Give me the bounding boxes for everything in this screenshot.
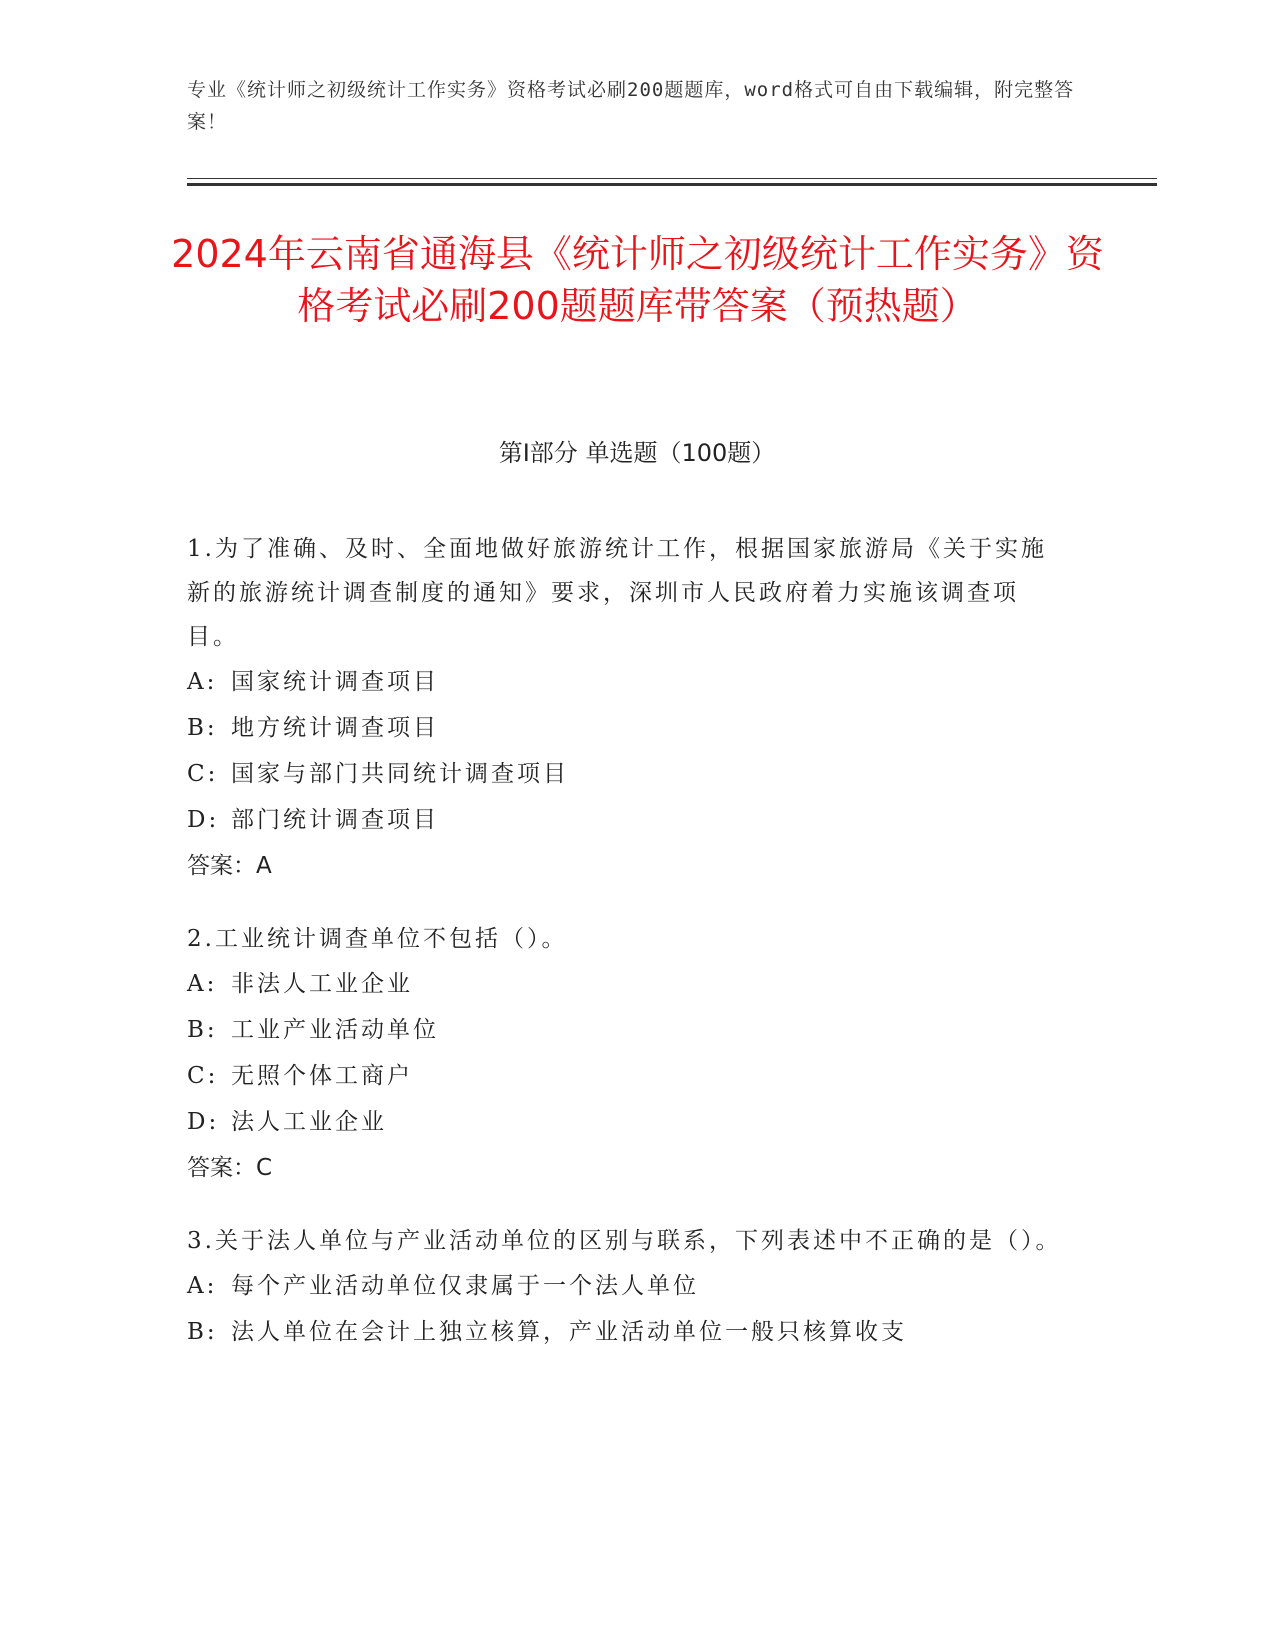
option-a xyxy=(187,659,1067,705)
option-key: A: xyxy=(187,1273,218,1299)
answer: 答案：C xyxy=(187,1155,273,1181)
option-b xyxy=(187,1007,1067,1053)
option-text: 每个产业活动单位仅隶属于一个法人单位 xyxy=(231,1273,699,1299)
question-stem: 1.为了准确、及时、全面地做好旅游统计工作，根据国家旅游局《关于实施新的旅游统计调查制度的通知》要求，深圳市人民政府着力实施该调查项目。 xyxy=(187,536,1047,650)
option-text: 工业产业活动单位 xyxy=(231,1017,439,1043)
option-text: 法人单位在会计上独立核算，产业活动单位一般只核算收支 xyxy=(231,1319,907,1345)
section-title: 第Ⅰ部分 单选题（100题） xyxy=(498,439,776,467)
question-stem: 2.工业统计调查单位不包括（）。 xyxy=(187,926,568,952)
option-text: 非法人工业企业 xyxy=(231,971,413,997)
option-d xyxy=(187,797,1067,843)
question-2 xyxy=(187,917,1067,1191)
option-key: D: xyxy=(187,807,220,833)
option-key: D: xyxy=(187,1109,220,1135)
option-key: C: xyxy=(187,761,219,787)
option-b xyxy=(187,705,1067,751)
option-text: 部门统计调查项目 xyxy=(231,807,439,833)
option-key: C: xyxy=(187,1063,219,1089)
answer: 答案：A xyxy=(187,853,272,879)
option-key: A: xyxy=(187,669,218,695)
option-key: A: xyxy=(187,971,218,997)
option-text: 无照个体工商户 xyxy=(231,1063,413,1089)
option-a xyxy=(187,961,1067,1007)
option-text: 地方统计调查项目 xyxy=(231,715,439,741)
option-c xyxy=(187,751,1067,797)
document-title: 2024年云南省通海县《统计师之初级统计工作实务》资格考试必刷200题题库带答案（预热题） xyxy=(171,232,1104,328)
option-text: 国家与部门共同统计调查项目 xyxy=(231,761,569,787)
option-key: B: xyxy=(187,1319,218,1345)
header-divider-thick xyxy=(187,183,1157,186)
question-stem: 3.关于法人单位与产业活动单位的区别与联系，下列表述中不正确的是（）。 xyxy=(187,1228,1062,1254)
header-divider-thin xyxy=(187,178,1157,179)
option-a xyxy=(187,1263,1067,1309)
question-3 xyxy=(187,1219,1067,1355)
header-note: 专业《统计师之初级统计工作实务》资格考试必刷200题题库，word格式可自由下载编辑，附完整答案！ xyxy=(187,79,1075,133)
option-text: 国家统计调查项目 xyxy=(231,669,439,695)
option-c xyxy=(187,1053,1067,1099)
option-d xyxy=(187,1099,1067,1145)
option-b xyxy=(187,1309,1067,1355)
option-text: 法人工业企业 xyxy=(231,1109,387,1135)
option-key: B: xyxy=(187,715,218,741)
question-list xyxy=(187,527,1067,1383)
option-key: B: xyxy=(187,1017,218,1043)
question-1 xyxy=(187,527,1067,889)
